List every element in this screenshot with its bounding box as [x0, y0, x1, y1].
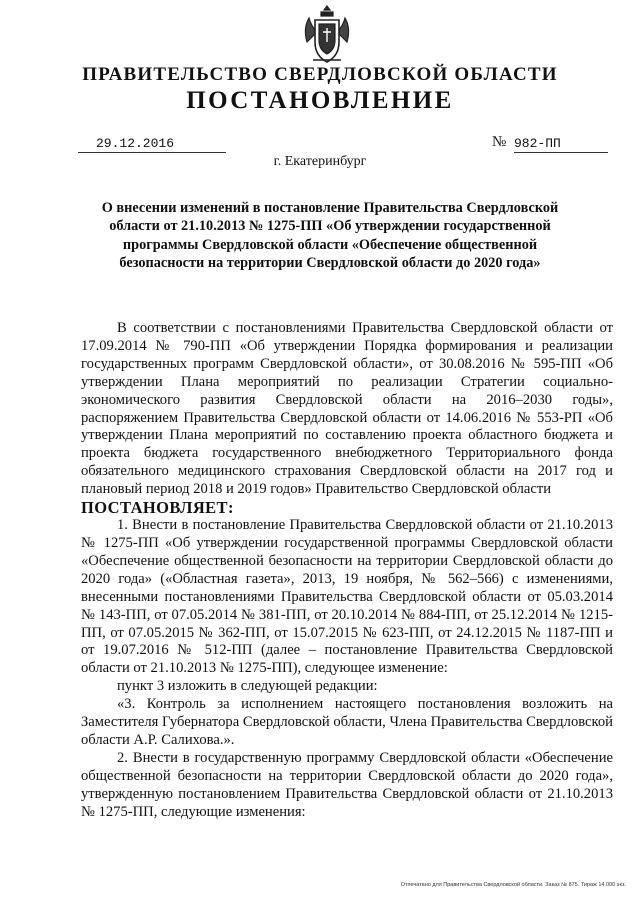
item-1-quote: «3. Контроль за исполнением настоящего постановления возложить на Заместителя Губернатора Свердловской области, Члена Правительства Свердловской области А.Р. Салихова.». [81, 696, 613, 748]
document-body [81, 320, 613, 821]
document-type: ПОСТАНОВЛЕНИЕ [186, 87, 454, 114]
government-name: ПРАВИТЕЛЬСТВО СВЕРДЛОВСКОЙ ОБЛАСТИ [82, 64, 558, 85]
coat-of-arms-icon [299, 4, 355, 66]
item-1-paragraph: 1. Внести в постановление Правительства Свердловской области от 21.10.2013 № 1275-ПП «Об утверждении государственной программы Свердловской области «Обеспечение общественной безопасности на территории Свердловской области до 2020 года» («Областная газета», 2013, 19 ноября, № 562–566) с изменениями, внесенными постановлениями Правительства Свердловской области от 05.03.2014 № 143-ПП, от 07.05.2014 № 381-ПП, от 20.10.2014 № 884-ПП, от 25.12.2014 № 1215-ПП, от 07.05.2015 № 362-ПП, от 15.07.2015 № 623-ПП, от 24.12.2015 № 1187-ПП и от 19.07.2016 № 512-ПП (далее – постановление Правительства Свердловской области от 21.10.2013 № 1275-ПП), следующее изменение: [81, 517, 613, 677]
item-2-paragraph: 2. Внести в государственную программу Свердловской области «Обеспечение общественной безопасности на территории Свердловской области до 2020 года», утвержденную постановлением Правительства Свердловской области от 21.10.2013 № 1275-ПП, следующие изменения: [81, 749, 613, 820]
document-date: 29.12.2016 [78, 135, 226, 153]
preamble-paragraph: В соответствии с постановлениями Правительства Свердловской области от 17.09.2014 № 790-ПП «Об утверждении Порядка формирования и реализации государственных программ Свердловской области», от 30.08.2016 № 595-ПП «Об утверждении Плана мероприятий по реализации Стратегии социально-экономического развития Свердловской области на 2016–2030 годы», распоряжением Правительства Свердловской области от 14.06.2016 № 553-РП «Об утверждении Плана мероприятий по составлению проекта областного бюджета и проекта бюджета государственного внебюджетного Территориального фонда обязательного медицинского страхования Свердловской области на 2017 год и плановый период 2018 и 2019 годов» Правительство Свердловской области [81, 320, 613, 498]
document-title: О внесении изменений в постановление Правительства Свердловской области от 21.10.2013 № 1275-ПП «Об утверждении государственной программы Свердловской области «Обеспечение общественной безопасности на территории Свердловской области до 2020 года» [101, 200, 559, 271]
item-1-subparagraph: пункт 3 изложить в следующей редакции: [117, 678, 378, 695]
city: г. Екатеринбург [273, 154, 367, 169]
number-sign: № [492, 134, 507, 150]
decree-word: ПОСТАНОВЛЯЕТ: [81, 498, 234, 518]
print-footer: Отпечатано для Правительства Свердловской области. Заказ № 875. Тираж 14 000 экз. [400, 882, 626, 888]
document-number: 982-ПП [514, 135, 608, 153]
